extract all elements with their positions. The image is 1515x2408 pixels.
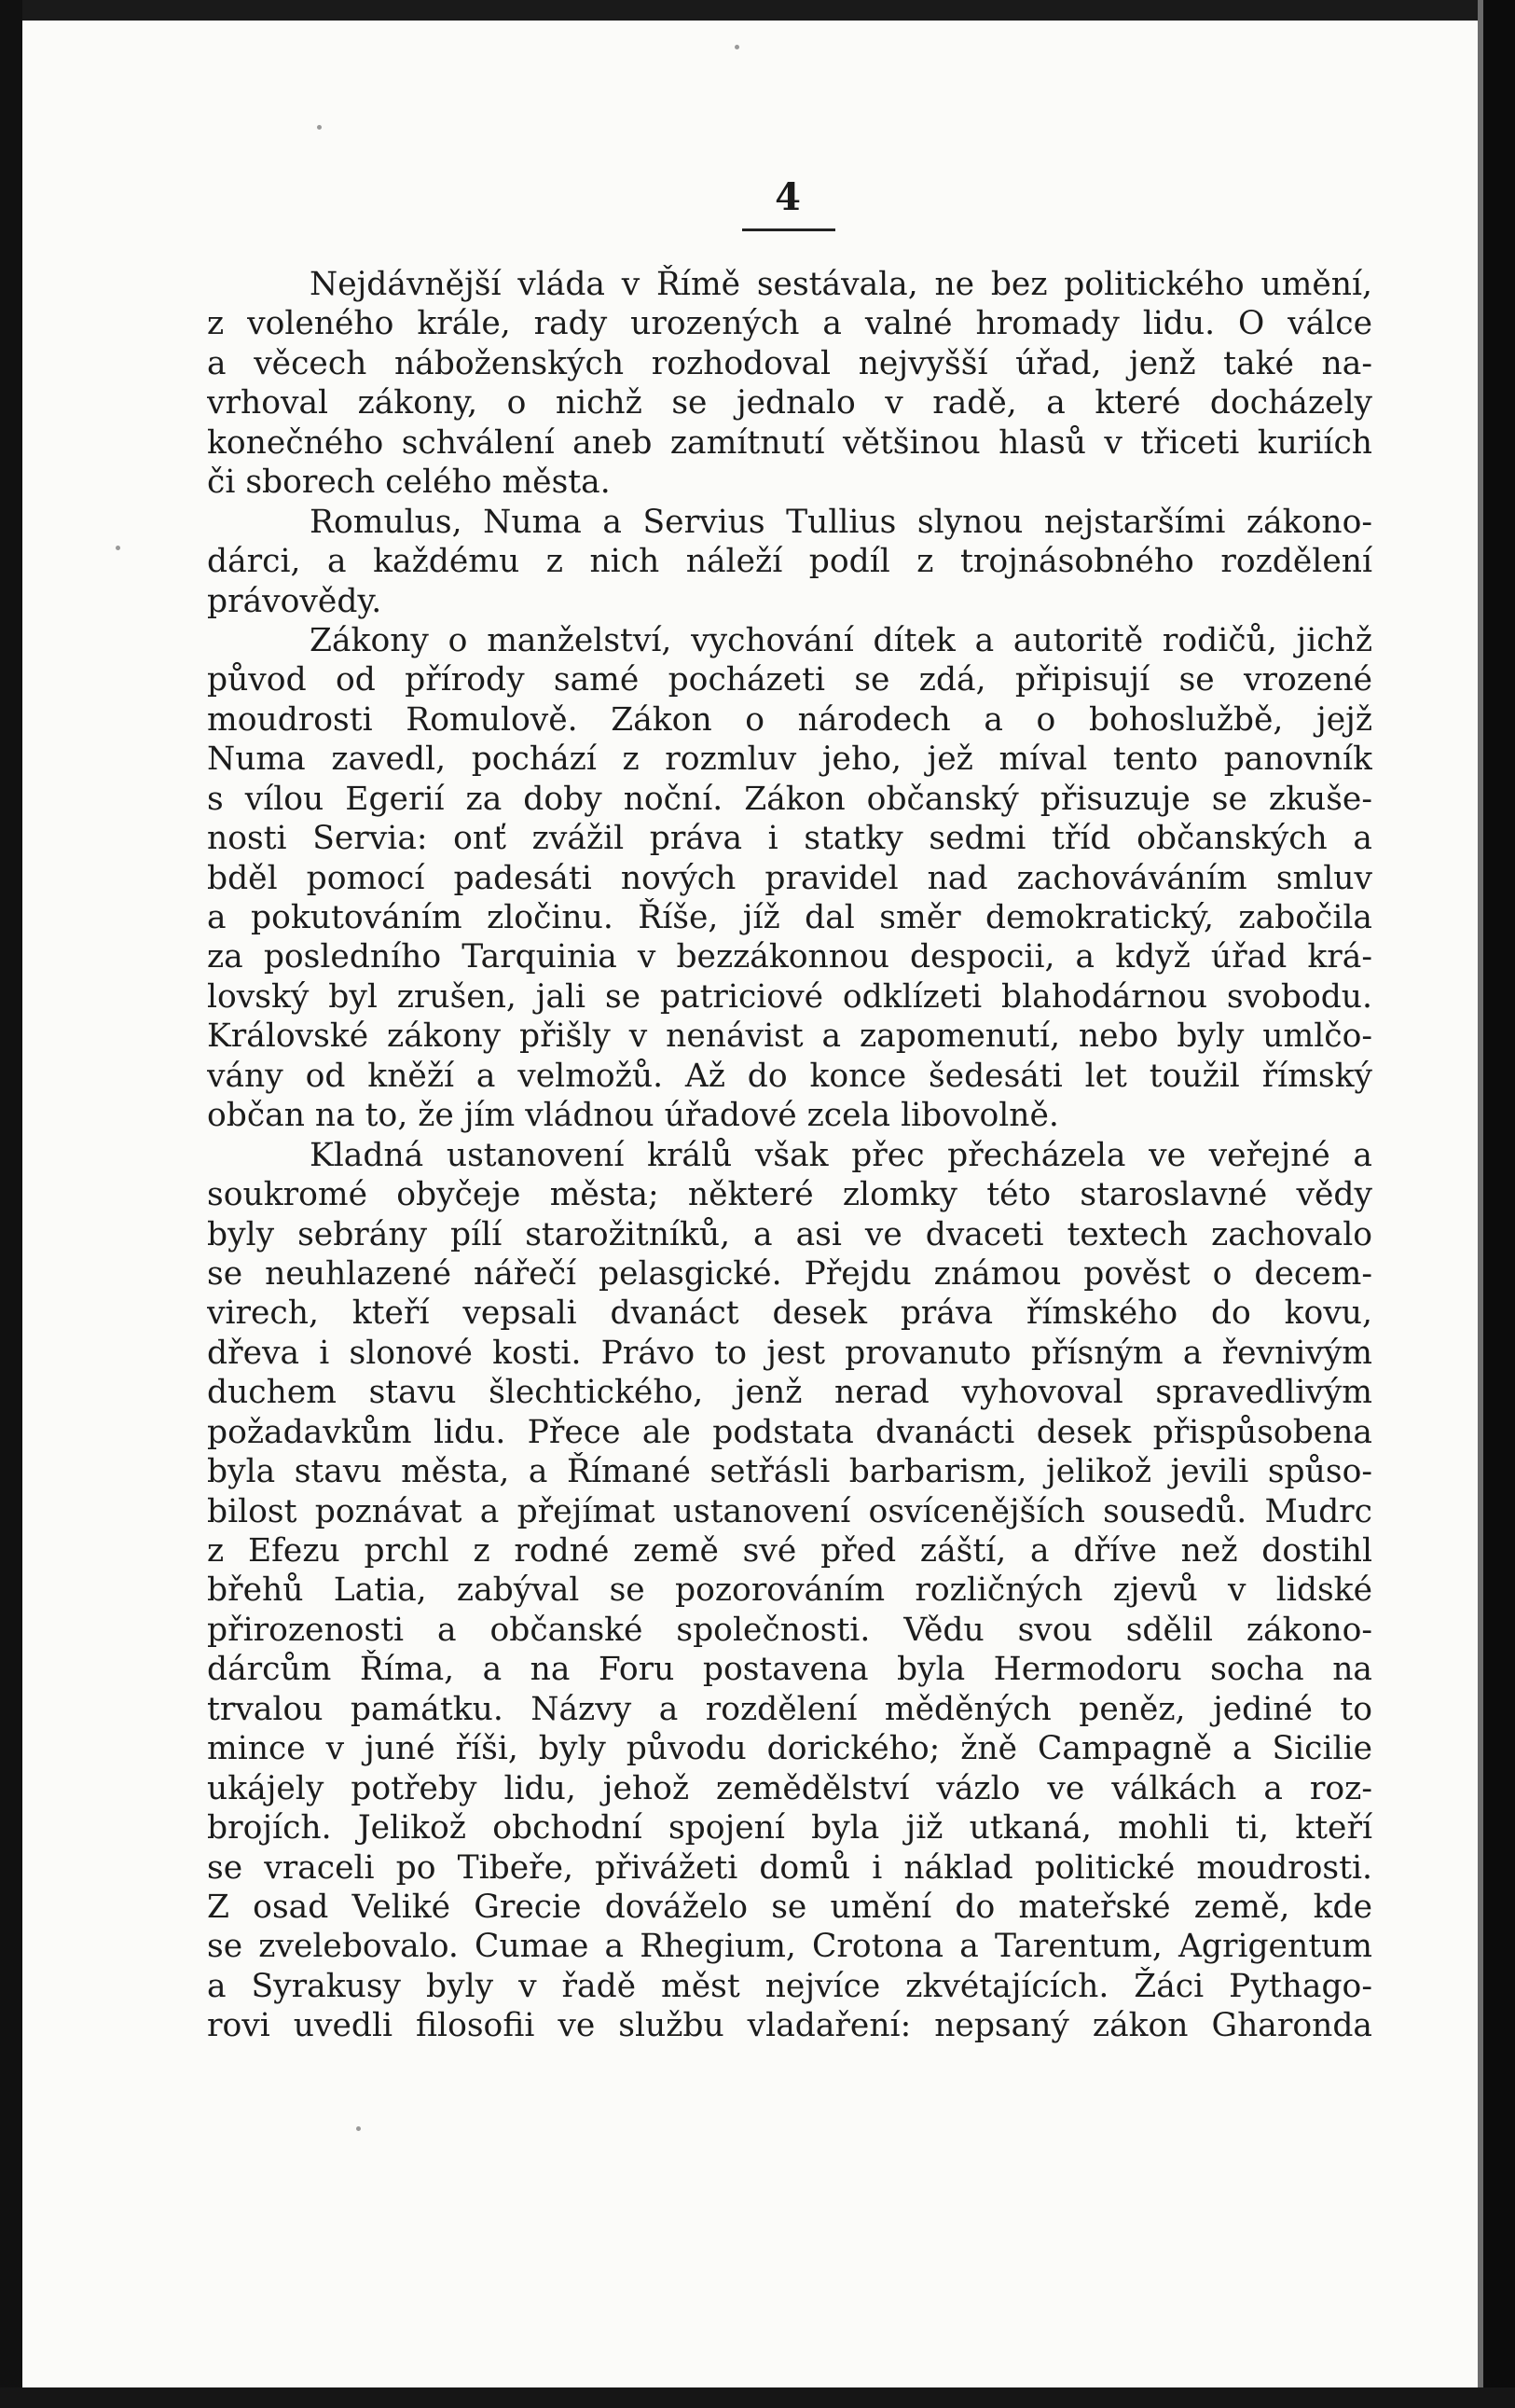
text-line: se neuhlazené nářečí pelasgické. Přejdu známou pověst o decem- bbox=[207, 1254, 1372, 1293]
scan-edge-bottom bbox=[0, 2387, 1515, 2408]
text-line: Nejdávnější vláda v Římě sestávala, ne bez politického umění, bbox=[310, 266, 1372, 303]
text-line: dárcům Říma, a na Foru postavena byla Hermodoru socha na bbox=[207, 1651, 1372, 1689]
text-line: brojích. Jelikož obchodní spojení byla již utkaná, mohli ti, kteří bbox=[207, 1809, 1372, 1848]
text-line: trvalou památku. Názvy a rozdělení měděných peněz, jediné to bbox=[207, 1690, 1372, 1728]
text-line: bděl pomocí padesáti nových pravidel nad zachováváním smluv bbox=[207, 859, 1372, 897]
body-text bbox=[207, 265, 1372, 2046]
text-line: za posledního Tarquinia v bezzákonnou despocii, a když úřad krá- bbox=[207, 938, 1372, 976]
text-line: se vraceli po Tibeře, přivážeti domů i náklad politické moudrosti. bbox=[207, 1848, 1372, 1887]
text-line: Kladná ustanovení králů však přec přecházela ve veřejné a bbox=[310, 1136, 1372, 1174]
text-line: původ od přírody samé pocházeti se zdá, připisují se vrozené bbox=[207, 661, 1372, 699]
text-line: z Efezu prchl z rodné země své před záští, a dříve než dostihl bbox=[207, 1532, 1372, 1570]
text-line: Romulus, Numa a Servius Tullius slynou nejstaršími zákono- bbox=[310, 503, 1372, 541]
text-line: břehů Latia, zabýval se pozorováním rozličných zjevů v lidské bbox=[207, 1571, 1372, 1610]
text-line: z voleného krále, rady urozených a valné hromady lidu. O válce bbox=[207, 305, 1372, 343]
scan-speck bbox=[317, 125, 322, 130]
text-line: a věcech náboženských rozhodoval nejvyšší úřad, jenž také na- bbox=[207, 344, 1372, 382]
scan-edge-left bbox=[0, 0, 22, 2408]
text-line: byly sebrány pílí starožitníků, a asi ve dvaceti textech zachovalo bbox=[207, 1215, 1372, 1253]
text-line: lovský byl zrušen, jali se patriciové odklízeti blahodárnou svobodu. bbox=[207, 977, 1372, 1016]
text-line: dárci, a každému z nich náleží podíl z trojnásobného rozdělení bbox=[207, 543, 1372, 581]
scan-edge-right bbox=[1483, 0, 1515, 2408]
text-line: přirozenosti a občanské společnosti. Vědu svou sdělil zákono- bbox=[207, 1611, 1372, 1649]
text-line: soukromé obyčeje města; některé zlomky této staroslavné vědy bbox=[207, 1176, 1372, 1214]
text-line: nosti Servia: onť zvážil práva i statky sedmi tříd občanských a bbox=[207, 820, 1372, 858]
text-line: vány od kněží a velmožů. Až do konce šedesáti let toužil římský bbox=[207, 1057, 1372, 1095]
text-line: Královské zákony přišly v nenávist a zapomenutí, nebo byly umlčo- bbox=[207, 1017, 1372, 1056]
scan-speck bbox=[116, 546, 120, 550]
text-line: mince v juné říši, byly původu dorického; žně Campagně a Sicilie bbox=[207, 1730, 1372, 1768]
text-line: bilost poznávat a přejímat ustanovení osvícenějších sousedů. Mudrc bbox=[207, 1492, 1372, 1530]
text-line: Z osad Veliké Grecie dováželo se umění do mateřské země, kde bbox=[207, 1888, 1372, 1926]
text-line: duchem stavu šlechtického, jenž nerad vyhovoval spravedlivým bbox=[207, 1374, 1372, 1412]
text-line: s vílou Egerií za doby noční. Zákon občanský přisuzuje se zkuše- bbox=[207, 780, 1372, 818]
text-line: občan na to, že jím vládnou úřadové zcela libovolně. bbox=[207, 1097, 1059, 1135]
text-line: a pokutováním zločinu. Říše, jíž dal směr demokratický, zabočila bbox=[207, 899, 1372, 936]
scan-speck bbox=[356, 2126, 361, 2131]
text-line: právovědy. bbox=[207, 582, 382, 620]
text-line: Zákony o manželství, vychování dítek a autoritě rodičů, jichž bbox=[310, 621, 1372, 659]
text-line: ukájely potřeby lidu, jehož zemědělství vázlo ve válkách a roz- bbox=[207, 1769, 1372, 1807]
text-line: vrhoval zákony, o nichž se jednalo v radě, a které docházely bbox=[207, 384, 1372, 422]
text-line: byla stavu města, a Římané setřásli barbarism, jelikož jevili spůso- bbox=[207, 1453, 1372, 1491]
text-line: požadavkům lidu. Přece ale podstata dvanácti desek přispůsobena bbox=[207, 1413, 1372, 1451]
text-line: Numa zavedl, pochází z rozmluv jeho, jež míval tento panovník bbox=[207, 740, 1372, 779]
text-line: konečného schválení aneb zamítnutí většinou hlasů v třiceti kuriích bbox=[207, 423, 1372, 462]
text-line: se zvelebovalo. Cumae a Rhegium, Crotona a Tarentum, Agrigentum bbox=[207, 1928, 1372, 1966]
text-line: moudrosti Romulově. Zákon o národech a o bohoslužbě, jejž bbox=[207, 700, 1372, 739]
scan-edge-top bbox=[0, 0, 1515, 21]
text-line: rovi uvedli filosofii ve službu vladaření: nepsaný zákon Gharonda bbox=[207, 2007, 1372, 2045]
text-line: a Syrakusy byly v řadě měst nejvíce zkvétajících. Žáci Pythago- bbox=[207, 1967, 1372, 2005]
text-line: virech, kteří vepsali dvanáct desek práva římského do kovu, bbox=[207, 1294, 1372, 1333]
page-number-underline bbox=[742, 228, 835, 231]
text-line: či sborech celého města. bbox=[207, 464, 611, 502]
page-number: 4 bbox=[775, 175, 801, 219]
scan-speck bbox=[735, 45, 739, 49]
text-line: dřeva i slonové kosti. Právo to jest provanuto přísným a řevnivým bbox=[207, 1334, 1372, 1372]
